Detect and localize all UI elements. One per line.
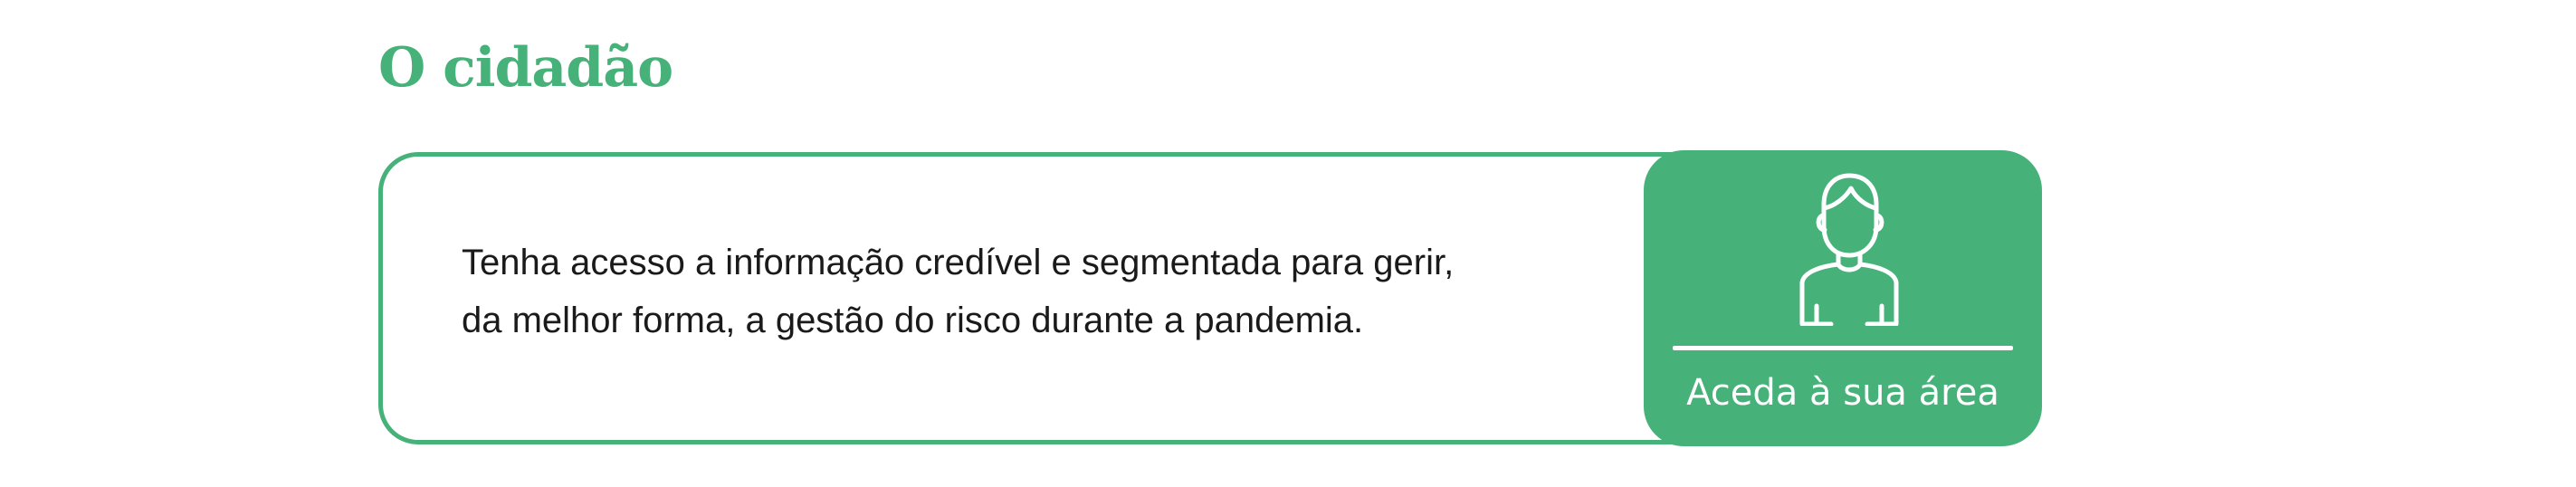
card-description-line-1: Tenha acesso a informação credível e segmentada para gerir,	[462, 243, 1455, 282]
access-area-button[interactable]	[1644, 150, 2042, 446]
card-description-line-2: da melhor forma, a gestão do risco durante a pandemia.	[462, 301, 1364, 340]
section-title: O cidadão	[378, 36, 673, 100]
access-area-label[interactable]: Aceda à sua área	[1686, 372, 1999, 414]
card-description	[462, 234, 1575, 349]
person-icon	[1795, 170, 1903, 326]
panel-divider	[1673, 346, 2013, 350]
